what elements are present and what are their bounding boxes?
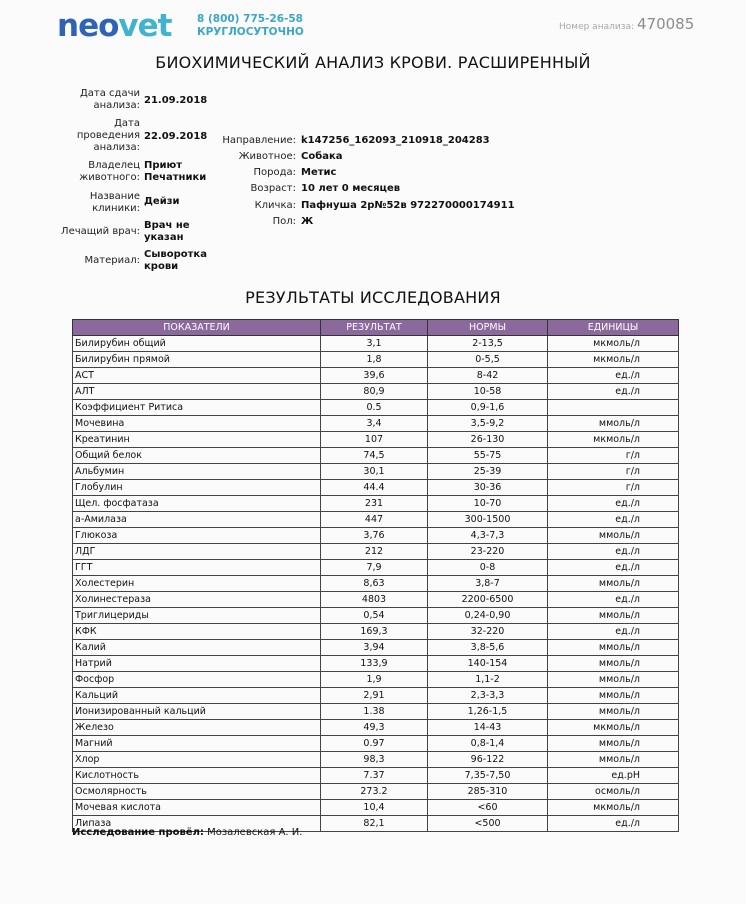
row-indicator: Глобулин [73,480,321,496]
analysis-number: 470085 [637,15,695,33]
table-row [73,800,679,816]
animal: Собака [301,151,343,162]
row-norm: 10-70 [428,496,548,512]
table-row [73,448,679,464]
row-unit [548,400,679,416]
row-result: 1,8 [321,352,428,368]
table-row [73,544,679,560]
row-norm: 8-42 [428,368,548,384]
row-indicator: Кислотность [73,768,321,784]
row-indicator: Билирубин общий [73,336,321,352]
owner-label: Владелец животного: [79,160,140,183]
row-norm: 3,8-5,6 [428,640,548,656]
performed-by-name: Мозалевская А. И. [207,827,303,838]
row-norm: 14-43 [428,720,548,736]
sex-label: Пол: [272,216,296,227]
row-norm: <500 [428,816,548,832]
material-label: Материал: [84,255,140,266]
row-unit: мкмоль/л [548,352,679,368]
table-row [73,432,679,448]
table-row [73,656,679,672]
table-row [73,784,679,800]
row-indicator: Альбумин [73,464,321,480]
age-label: Возраст: [250,183,296,194]
header-units: ЕДИНИЦЫ [548,320,679,336]
clinic-label: Название клиники: [89,191,140,214]
row-indicator: ЛДГ [73,544,321,560]
clinic: Дейзи [144,196,180,207]
row-unit: ед./л [548,368,679,384]
owner: Приют Печатники [144,160,207,183]
material: Сыворотка крови [144,249,207,272]
row-unit: ммоль/л [548,752,679,768]
row-result: 169,3 [321,624,428,640]
row-indicator: Триглицериды [73,608,321,624]
table-row [73,576,679,592]
row-norm: 32-220 [428,624,548,640]
row-unit: ед./л [548,592,679,608]
row-result: 39,6 [321,368,428,384]
row-indicator: Калий [73,640,321,656]
row-unit: ммоль/л [548,576,679,592]
row-norm: 4,3-7,3 [428,528,548,544]
row-norm: 0,24-0,90 [428,608,548,624]
row-indicator: Мочевая кислота [73,800,321,816]
table-row [73,416,679,432]
row-norm: 1,1-2 [428,672,548,688]
row-result: 74,5 [321,448,428,464]
table-row [73,384,679,400]
row-unit: ед.pH [548,768,679,784]
row-norm: 0-8 [428,560,548,576]
run-date-label: Дата проведения анализа: [76,118,140,153]
nickname: Пафнуша 2р№52в 972270000174911 [301,200,515,211]
row-result: 447 [321,512,428,528]
analysis-number-label: Номер анализа: [559,22,635,32]
row-result: 30,1 [321,464,428,480]
row-unit: ммоль/л [548,704,679,720]
row-norm: 7,35-7,50 [428,768,548,784]
row-result: 8,63 [321,576,428,592]
row-result: 10,4 [321,800,428,816]
row-unit: мкмоль/л [548,336,679,352]
row-norm: 0-5,5 [428,352,548,368]
logo-neo: neo [57,8,119,44]
row-unit: ммоль/л [548,528,679,544]
animal-label: Животное: [238,151,296,162]
row-indicator: АЛТ [73,384,321,400]
performed-by-label: Исследование провёл: [72,827,204,838]
table-row [73,704,679,720]
row-norm: 55-75 [428,448,548,464]
performed-by [72,827,302,838]
doctor-label: Лечащий врач: [61,226,140,237]
row-indicator: Глюкоза [73,528,321,544]
row-indicator: Магний [73,736,321,752]
table-header-row [73,320,679,336]
row-unit: ммоль/л [548,736,679,752]
row-indicator: Коэффициент Ритиса [73,400,321,416]
row-unit: ммоль/л [548,688,679,704]
row-norm: 1,26-1,5 [428,704,548,720]
row-result: 231 [321,496,428,512]
row-result: 1.38 [321,704,428,720]
row-result: 80,9 [321,384,428,400]
row-indicator: Липаза [73,816,321,832]
row-unit: осмоль/л [548,784,679,800]
neovet-logo [57,8,171,44]
row-unit: ммоль/л [548,640,679,656]
row-result: 2,91 [321,688,428,704]
row-indicator: Хлор [73,752,321,768]
row-unit: г/л [548,480,679,496]
submit-date: 21.09.2018 [144,95,208,106]
row-unit: мкмоль/л [548,800,679,816]
table-row [73,624,679,640]
table-row [73,736,679,752]
row-norm: 140-154 [428,656,548,672]
contact-block [197,13,304,39]
row-indicator: Холинестераза [73,592,321,608]
row-result: 107 [321,432,428,448]
row-unit: ммоль/л [548,416,679,432]
row-unit: ммоль/л [548,656,679,672]
row-indicator: Креатинин [73,432,321,448]
row-unit: ед./л [548,384,679,400]
row-result: 273.2 [321,784,428,800]
row-indicator: Щел. фосфатаза [73,496,321,512]
table-row [73,752,679,768]
doctor: Врач не указан [144,220,190,243]
results-title: РЕЗУЛЬТАТЫ ИССЛЕДОВАНИЯ [245,288,501,307]
report-title: БИОХИМИЧЕСКИЙ АНАЛИЗ КРОВИ. РАСШИРЕННЫЙ [155,53,591,72]
row-indicator: а-Амилаза [73,512,321,528]
table-row [73,560,679,576]
row-norm: 2-13,5 [428,336,548,352]
table-row [73,640,679,656]
row-result: 3,76 [321,528,428,544]
row-result: 3,94 [321,640,428,656]
breed-label: Порода: [253,167,296,178]
row-indicator: Натрий [73,656,321,672]
row-norm: 96-122 [428,752,548,768]
row-norm: 0,9-1,6 [428,400,548,416]
row-indicator: Осмолярность [73,784,321,800]
header-norms: НОРМЫ [428,320,548,336]
breed: Метис [301,167,337,178]
table-row [73,608,679,624]
row-unit: ммоль/л [548,608,679,624]
hours-label: КРУГЛОСУТОЧНО [197,26,304,38]
row-unit: г/л [548,448,679,464]
row-result: 0,54 [321,608,428,624]
table-row [73,464,679,480]
row-norm: 285-310 [428,784,548,800]
row-unit: ед./л [548,816,679,832]
row-norm: 26-130 [428,432,548,448]
row-norm: 30-36 [428,480,548,496]
table-row [73,768,679,784]
table-row [73,480,679,496]
row-indicator: Мочевина [73,416,321,432]
row-unit: ед./л [548,512,679,528]
row-indicator: АСТ [73,368,321,384]
row-unit: г/л [548,464,679,480]
row-norm: 25-39 [428,464,548,480]
row-norm: 23-220 [428,544,548,560]
row-result: 82,1 [321,816,428,832]
row-norm: <60 [428,800,548,816]
row-norm: 2200-6500 [428,592,548,608]
results-table [72,319,679,832]
row-norm: 300-1500 [428,512,548,528]
row-unit: ед./л [548,544,679,560]
row-indicator: Железо [73,720,321,736]
table-row [73,336,679,352]
table-row [73,368,679,384]
row-indicator: Ионизированный кальций [73,704,321,720]
table-row [73,528,679,544]
row-indicator: Билирубин прямой [73,352,321,368]
submit-date-label: Дата сдачи анализа: [79,88,140,111]
table-row [73,352,679,368]
row-indicator: Фосфор [73,672,321,688]
row-indicator: КФК [73,624,321,640]
row-result: 133,9 [321,656,428,672]
row-result: 0.5 [321,400,428,416]
table-row [73,720,679,736]
table-row [73,688,679,704]
row-unit: ммоль/л [548,672,679,688]
row-norm: 10-58 [428,384,548,400]
phone-number[interactable]: 8 (800) 775-26-58 [197,13,303,25]
row-norm: 2,3-3,3 [428,688,548,704]
row-unit: мкмоль/л [548,720,679,736]
sex: Ж [301,216,314,227]
row-result: 44.4 [321,480,428,496]
header-result: РЕЗУЛЬТАТ [321,320,428,336]
row-result: 212 [321,544,428,560]
row-result: 7,9 [321,560,428,576]
run-date: 22.09.2018 [144,131,208,142]
row-indicator: Общий белок [73,448,321,464]
row-unit: мкмоль/л [548,432,679,448]
direction: k147256_162093_210918_204283 [301,135,490,146]
row-result: 1,9 [321,672,428,688]
row-unit: ед./л [548,496,679,512]
row-result: 98,3 [321,752,428,768]
direction-label: Направление: [222,135,296,146]
table-row [73,400,679,416]
row-result: 3,1 [321,336,428,352]
row-indicator: Холестерин [73,576,321,592]
table-row [73,672,679,688]
table-row [73,496,679,512]
table-body [73,336,679,832]
table-row [73,512,679,528]
row-norm: 3,5-9,2 [428,416,548,432]
row-unit: ед./л [548,624,679,640]
row-indicator: Кальций [73,688,321,704]
nickname-label: Кличка: [254,200,296,211]
table-row [73,592,679,608]
row-result: 4803 [321,592,428,608]
logo-vet: vet [118,8,172,44]
row-indicator: ГГТ [73,560,321,576]
row-norm: 3,8-7 [428,576,548,592]
row-norm: 0,8-1,4 [428,736,548,752]
row-result: 0.97 [321,736,428,752]
age: 10 лет 0 месяцев [301,183,401,194]
row-result: 7.37 [321,768,428,784]
row-result: 49,3 [321,720,428,736]
row-unit: ед./л [548,560,679,576]
row-result: 3,4 [321,416,428,432]
header-indicator: ПОКАЗАТЕЛИ [73,320,321,336]
